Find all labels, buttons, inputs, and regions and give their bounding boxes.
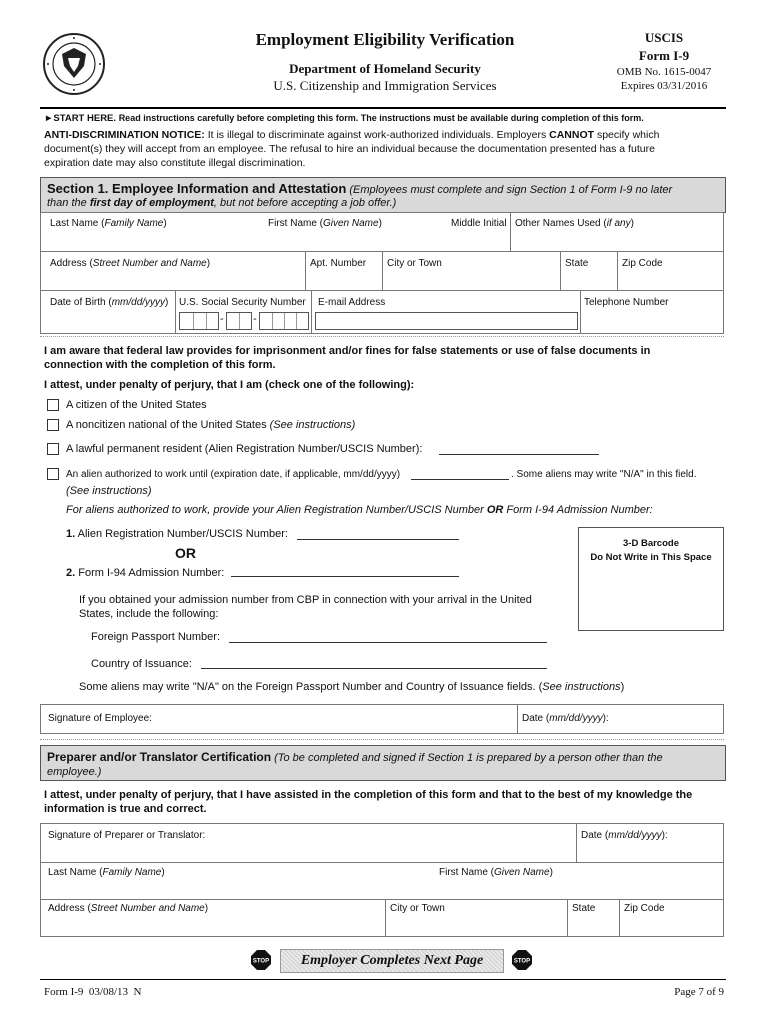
preparer-state-label: State [572,903,596,914]
subtitle-part: than the [47,197,87,209]
ssn-dash: - [253,313,257,325]
divider [311,290,312,334]
subtitle-part: , but not before accepting a job offer.) [213,197,397,209]
employee-date-input[interactable] [614,706,722,732]
aliens-instruction: For aliens authorized to work, provide your Alien Registration Number/USCIS Number OR Form I-94 Admission Number: [66,504,653,516]
dob-label: Date of Birth (mm/dd/yyyy) [50,297,169,308]
attestation-heading: I attest, under penalty of perjury, that I am (check one of the following): [44,379,415,391]
citizen-checkbox[interactable] [47,399,59,411]
city-label: City or Town [387,258,442,269]
footer-rule [40,979,726,980]
ssn-part2-input[interactable] [226,312,252,330]
awareness-statement-1: I am aware that federal law provides for imprisonment and/or fines for false statements or use of false documents in [44,345,651,357]
zip-label: Zip Code [622,258,663,269]
preparer-city-input[interactable] [387,916,565,935]
employee-signature-input[interactable] [150,706,512,732]
city-input[interactable] [384,270,558,290]
anti-discrimination-text-2: specify which [596,129,660,141]
state-label: State [565,258,589,269]
na-note: Some aliens may write "N/A" on the Foreign Passport Number and Country of Issuance fields. (See instructions) [79,681,625,693]
alien-registration-input[interactable] [297,539,459,540]
or-separator: OR [175,545,196,561]
dob-input[interactable] [42,310,172,332]
preparer-title: Preparer and/or Translator Certification [47,750,272,764]
form-title: Employment Eligibility Verification [255,30,515,49]
email-label: E-mail Address [318,297,386,308]
other-names-label: Other Names Used (if any) [515,218,634,229]
preparer-header [40,745,726,781]
expiration-date: Expires 03/31/2016 [620,80,708,92]
cbp-note-2: States, include the following: [79,608,219,620]
divider [382,251,383,291]
item2-label: 2. Form I-94 Admission Number: [66,567,225,579]
preparer-subtitle-2: employee.) [47,766,102,778]
zip-input[interactable] [619,270,722,290]
alien-authorized-label: An alien authorized to work until (expiration date, if applicable, mm/dd/yyyy) [66,469,401,480]
agency-label: USCIS [644,30,684,45]
ssn-dash: - [220,313,224,325]
omb-number: OMB No. 1615-0047 [616,66,712,78]
last-first-middle-input[interactable] [42,230,508,250]
section1-header [40,177,726,213]
state-input[interactable] [562,270,615,290]
preparer-address-label: Address (Street Number and Name) [48,903,209,914]
phone-label: Telephone Number [584,297,669,308]
section1-title: Section 1. Employee Information and Attestation [47,181,347,196]
preparer-signature-label: Signature of Preparer or Translator: [48,830,206,841]
first-day-emphasis: first day of employment [89,197,214,209]
employee-date-label: Date (mm/dd/yyyy): [522,713,609,724]
alien-na-note: . Some aliens may write "N/A" in this field. [511,469,697,480]
barcode-box [578,527,724,631]
address-label: Address (Street Number and Name) [50,258,211,269]
divider [560,251,561,291]
preparer-last-name-label: Last Name (Family Name) [48,867,165,878]
section1-subtitle-2 [47,197,396,209]
employee-signature-label: Signature of Employee: [48,713,152,724]
item1-label: 1. Alien Registration Number/USCIS Number: [66,528,288,540]
ssn-part3-input[interactable] [259,312,309,330]
preparer-date-label: Date (mm/dd/yyyy): [581,830,668,841]
anti-discrimination-text: It is illegal to discriminate against work-authorized individuals. Employers [207,129,547,141]
email-input[interactable] [315,312,578,330]
anti-discrimination-label: ANTI-DISCRIMINATION NOTICE: [44,129,205,141]
section1-subtitle: (Employees must complete and sign Section 1 of Form I-9 no later [349,184,673,196]
country-input[interactable] [201,668,547,669]
divider [510,212,511,252]
preparer-zip-input[interactable] [621,916,722,935]
service-name: U.S. Citizenship and Immigration Services [273,78,497,93]
divider [385,899,386,937]
passport-input[interactable] [229,642,547,643]
noncitizen-option-label: A noncitizen national of the United States (See instructions) [66,419,356,431]
citizen-option-label: A citizen of the United States [66,399,207,411]
preparer-last-name-input[interactable] [42,880,432,898]
anti-discrimination-line3: document(s) they will accept from an employee. The refusal to hire an individual because the documentation presented has a future [44,143,655,155]
divider [40,336,724,337]
divider [305,251,306,291]
barcode-note: Do Not Write in This Space [590,552,712,563]
preparer-date-input[interactable] [578,843,722,861]
form-number: Form I-9 [638,48,690,63]
preparer-first-name-label: First Name (Given Name) [439,867,553,878]
preparer-city-label: City or Town [390,903,445,914]
alien-authorized-checkbox[interactable] [47,468,59,480]
preparer-first-name-input[interactable] [436,880,722,898]
country-label: Country of Issuance: [91,658,192,670]
divider [175,290,176,334]
department-name: Department of Homeland Security [289,61,481,76]
cannot-emphasis: CANNOT [549,129,595,141]
start-here-notice [44,113,734,124]
form-id-footer: Form I-9 03/08/13 N [44,986,142,998]
ssn-label: U.S. Social Security Number [179,297,306,308]
start-here-text: Read instructions carefully before completing this form. The instructions must be available during completion of this form. [118,113,644,123]
anti-discrimination-line4: expiration date may also constitute illegal discrimination. [44,157,306,169]
divider [576,823,577,863]
start-here-label: ►START HERE. [44,113,117,124]
stop-sign-icon [512,950,532,970]
last-name-label: Last Name (Family Name) [50,218,167,229]
expiration-date-input[interactable] [411,479,509,480]
divider [617,251,618,291]
apt-number-label: Apt. Number [310,258,367,269]
phone-input[interactable] [583,310,722,332]
first-name-label: First Name (Given Name) [268,218,382,229]
alien-registration-lpr-input[interactable] [439,454,599,455]
stop-sign-label: STOP [513,958,531,965]
divider [619,899,620,937]
i94-admission-input[interactable] [231,576,459,577]
preparer-subtitle: (To be completed and signed if Section 1 is prepared by a person other than the [274,752,663,764]
page-number: Page 7 of 9 [674,986,724,998]
employer-next-page-banner: Employer Completes Next Page [280,949,504,973]
header-rule [40,107,726,109]
barcode-title: 3-D Barcode [623,538,679,549]
divider [40,739,724,740]
preparer-state-input[interactable] [569,916,617,935]
preparer-attestation-2: information is true and correct. [44,803,207,815]
cbp-note-1: If you obtained your admission number from CBP in connection with your arrival in the United [79,594,532,606]
permanent-resident-label: A lawful permanent resident (Alien Registration Number/USCIS Number): [66,443,423,455]
apt-number-input[interactable] [307,270,380,290]
see-instructions-note: (See instructions) [66,485,152,497]
preparer-signature-input[interactable] [42,843,574,861]
middle-initial-label: Middle Initial [451,218,507,229]
awareness-statement-2: connection with the completion of this form. [44,359,276,371]
preparer-attestation-1: I attest, under penalty of perjury, that I have assisted in the completion of this form and that to the best of my knowledge the [44,789,693,801]
divider [567,899,568,937]
divider [580,290,581,334]
preparer-address-input[interactable] [42,916,382,935]
address-input[interactable] [42,270,302,290]
noncitizen-national-checkbox[interactable] [47,419,59,431]
ssn-part1-input[interactable] [179,312,219,330]
anti-discrimination-line1 [44,129,734,141]
permanent-resident-checkbox[interactable] [47,443,59,455]
other-names-input[interactable] [512,230,722,250]
stop-sign-icon [251,950,271,970]
stop-sign-label: STOP [252,958,270,965]
preparer-zip-label: Zip Code [624,903,665,914]
passport-label: Foreign Passport Number: [91,631,220,643]
divider [517,704,518,734]
